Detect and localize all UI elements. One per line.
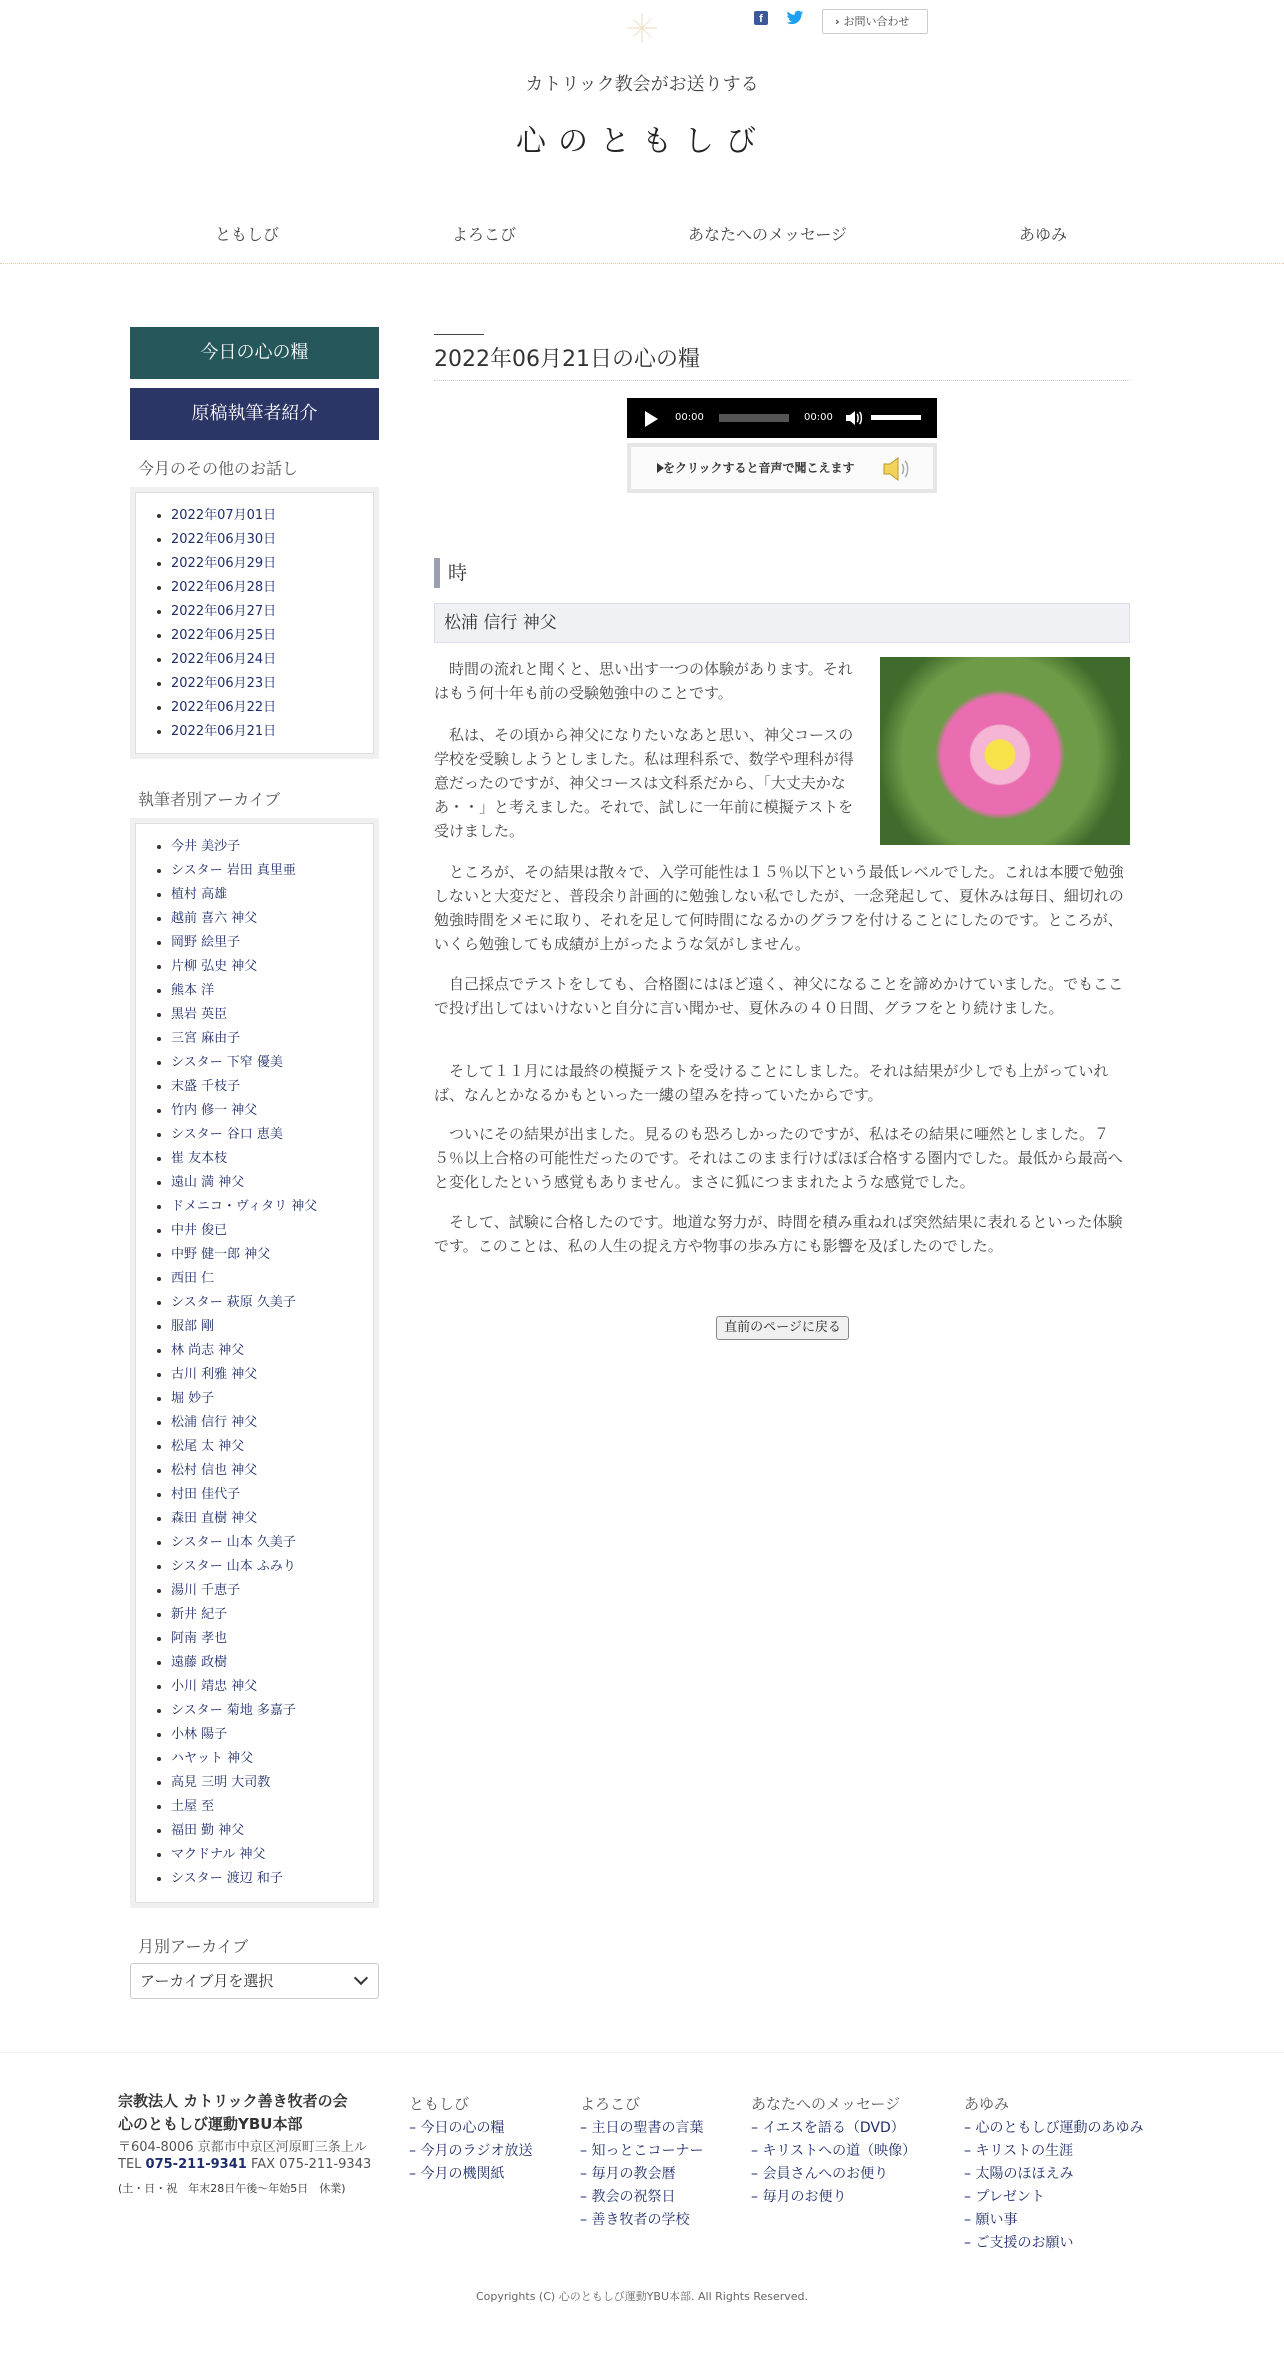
footer-org-name: 宗教法人 カトリック善き牧者の会 [118,2092,348,2110]
author-archive-link[interactable]: マクドナル 神父 [157,1843,374,1867]
nav-item-message[interactable]: あなたへのメッセージ [688,225,848,244]
chevron-right-icon: › [835,15,840,28]
footer-link[interactable]: – 教会の祝祭日 [580,2186,703,2209]
author-archive-link[interactable]: 竹内 修一 神父 [157,1099,374,1123]
global-nav [115,222,1165,252]
author-archive-box [130,818,379,1908]
author-archive-link[interactable]: 越前 喜六 神父 [157,907,374,931]
facebook-icon[interactable]: f [754,11,768,25]
footer-col-list [580,2117,703,2232]
author-archive-link[interactable]: 今井 美沙子 [157,835,374,859]
footer-phone [118,2157,371,2172]
footer-col-title: あなたへのメッセージ [751,2095,901,2113]
author-archive-link[interactable]: 植村 高雄 [157,883,374,907]
paragraph-1: 時間の流れと聞くと、思い出す一つの体験があります。それはもう何十年も前の受験勉強中のことです。 [434,660,853,702]
today-message-button[interactable]: 今日の心の糧 [130,327,379,379]
title-rule [434,334,484,335]
month-story-link[interactable]: 2022年06月23日 [157,672,374,696]
footer-col-tomoshibi [409,2093,532,2186]
author-archive-list [135,823,374,1899]
author-archive-link[interactable]: 林 尚志 神父 [157,1339,374,1363]
paragraph-6: ついにその結果が出ました。見るのも恐ろしかったのですが、私はその結果に唖然としました。７５％以上合格の可能性だったのです。それはこのまま行けばほぼ合格する圏内でした。最低から最高へと変化したという感覚もありません。まさに狐につままれたような感覚でした。 [434,1125,1123,1191]
author-archive-heading: 執筆者別アーカイブ [138,790,281,809]
back-button[interactable]: 直前のページに戻る [716,1316,849,1340]
writers-intro-button[interactable]: 原稿執筆者紹介 [130,388,379,440]
tel-number[interactable]: 075-211-9341 [145,2157,247,2172]
author-archive-link[interactable]: 岡野 絵里子 [157,931,374,955]
author-archive-link[interactable]: 阿南 孝也 [157,1627,374,1651]
month-story-link[interactable]: 2022年06月27日 [157,600,374,624]
footer-col-list [751,2117,916,2209]
speaker-icon [881,455,913,483]
monthly-archive-heading: 月別アーカイブ [138,1937,249,1956]
fax-number: FAX 075-211-9343 [250,2157,372,2172]
site-title[interactable]: 心のともしび [516,124,768,159]
monthly-archive-select-value: アーカイブ月を選択 [140,1972,274,1990]
footer-hours: (土・日・祝 年末28日午後〜年始5日 休業) [118,2182,346,2195]
footer-link[interactable]: – ご支援のお願い [964,2232,1143,2255]
author-archive-link[interactable]: 福田 勤 神父 [157,1819,374,1843]
footer-link[interactable]: – 心のともしび運動のあゆみ [964,2117,1143,2140]
footer-divider [0,2052,1284,2053]
nav-item-ayumi[interactable]: あゆみ [1019,225,1068,244]
paragraph-5: そして１１月には最終の模擬テストを受けることにしました。それは結果が少しでも上がっていれば、なんとかなるかもといった一縷の望みを持っていたからです。 [434,1062,1109,1104]
footer-col-title: よろこび [580,2095,641,2113]
audio-current-time: 00:00 [675,412,704,423]
nav-divider [0,263,1284,264]
play-triangle-icon [657,463,664,473]
month-story-link[interactable]: 2022年06月25日 [157,624,374,648]
author-archive-link[interactable]: 松村 信也 神父 [157,1459,374,1483]
author-archive-link[interactable]: 土屋 至 [157,1795,374,1819]
section-heading: 時 [434,558,467,588]
month-story-link[interactable]: 2022年06月21日 [157,720,374,744]
footer-link[interactable]: – 今月のラジオ放送 [409,2140,532,2163]
month-story-link[interactable]: 2022年06月30日 [157,528,374,552]
audio-duration: 00:00 [804,412,833,423]
tel-label: TEL [118,2157,142,2172]
contact-label: お問い合わせ [843,15,910,28]
month-story-link[interactable]: 2022年06月22日 [157,696,374,720]
author-archive-link[interactable]: 遠藤 政樹 [157,1651,374,1675]
author-archive-link[interactable]: 小川 靖忠 神父 [157,1675,374,1699]
footer-col-list [409,2117,532,2186]
author-archive-link[interactable]: シスター 岩田 真里亜 [157,859,374,883]
paragraph-4: 自己採点でテストをしても、合格圏にはほど遠く、神父になることを諦めかけていました。でもここで投げ出してはいけないと自分に言い聞かせ、夏休みの４０日間、グラフをとり続けました。 [434,975,1124,1017]
author-archive-link[interactable]: 松浦 信行 神父 [157,1411,374,1435]
footer-link[interactable]: – 毎月のお便り [751,2186,916,2209]
author-archive-link[interactable]: 中野 健一郎 神父 [157,1243,374,1267]
author-archive-link[interactable]: 末盛 千枝子 [157,1075,374,1099]
author-archive-link[interactable]: シスター 萩原 久美子 [157,1291,374,1315]
peony-flower-image [880,657,1130,845]
paragraph-3: ところが、その結果は散々で、入学可能性は１５％以下という最低レベルでした。これは本腰で勉強しないと大変だと、普段余り計画的に勉強しない私でしたが、一念発起して、夏休みは毎日、細切れの勉強時間をメモに取り、それを足して何時間になるかのグラフを付けることにしたのです。ところが、いくら勉強しても成績が上がったような気がしません。 [434,863,1124,953]
audio-hint-banner[interactable] [627,443,937,493]
footer-link[interactable]: – キリストへの道（映像） [751,2140,916,2163]
author-archive-link[interactable]: 新井 紀子 [157,1603,374,1627]
author-archive-link[interactable]: 西田 仁 [157,1267,374,1291]
paragraph-7: そして、試験に合格したのです。地道な努力が、時間を積み重ねれば突然結果に表れるといった体験です。このことは、私の人生の捉え方や物事の歩み方にも影響を及ぼしたのでした。 [434,1213,1123,1255]
audio-hint-text: をクリックすると音声で聞こえます [663,461,855,475]
author-archive-link[interactable]: 松尾 太 神父 [157,1435,374,1459]
author-archive-link[interactable]: 中井 俊已 [157,1219,374,1243]
volume-slider[interactable] [871,415,921,420]
author-archive-link[interactable]: シスター 谷口 恵美 [157,1123,374,1147]
footer-link[interactable]: – 願い事 [964,2209,1143,2232]
author-archive-link[interactable]: シスター 菊地 多嘉子 [157,1699,374,1723]
site-tagline: カトリック教会がお送りする [525,74,759,95]
chevron-down-icon [354,1971,368,1985]
volume-icon[interactable] [845,410,863,426]
footer-col-list [964,2117,1143,2255]
twitter-icon[interactable] [786,10,804,26]
footer-link[interactable]: – キリストの生涯 [964,2140,1143,2163]
author-archive-link[interactable]: 高見 三明 大司教 [157,1771,374,1795]
monthly-archive-select[interactable] [130,1963,379,1999]
month-stories-heading: 今月のその他のお話し [138,459,299,478]
footer-link[interactable]: – 主日の聖書の言葉 [580,2117,703,2140]
month-story-link[interactable]: 2022年06月29日 [157,552,374,576]
footer-link[interactable]: – 太陽のほほえみ [964,2163,1143,2186]
paragraph-2: 私は、その頃から神父になりたいなあと思い、神父コースの学校を受験しようとしました。私は理科系で、数学や理科が得意だったのですが、神父コースは文科系だから、「大丈夫かなあ・・」と考えました。それで、試しに一年前に模擬テストを受けました。 [434,726,854,840]
footer-link[interactable]: – 今日の心の糧 [409,2117,532,2140]
author-archive-link[interactable]: シスター 下窄 優美 [157,1051,374,1075]
post-author: 松浦 信行 神父 [434,603,1130,643]
play-icon[interactable] [645,411,658,427]
author-archive-link[interactable]: シスター 山本 ふみり [157,1555,374,1579]
footer-col-title: あゆみ [964,2095,1010,2113]
footer-col-ayumi [964,2093,1143,2255]
author-archive-link[interactable]: 崔 友本枝 [157,1147,374,1171]
author-archive-link[interactable]: 小林 陽子 [157,1723,374,1747]
footer-col-message [751,2093,916,2209]
audio-progress-bar[interactable] [719,414,789,422]
footer-link[interactable]: – 今月の機関紙 [409,2163,532,2186]
author-archive-link[interactable]: ハヤット 神父 [157,1747,374,1771]
month-stories-list [135,492,374,752]
footer-link[interactable]: – 知っとこコーナー [580,2140,703,2163]
author-archive-link[interactable]: シスター 山本 久美子 [157,1531,374,1555]
title-underline [434,380,1130,381]
footer-link[interactable]: – 善き牧者の学校 [580,2209,703,2232]
footer-address: 〒604-8006 京都市中京区河原町三条上ル [118,2140,367,2155]
audio-player [627,398,937,438]
footer-link[interactable]: – プレゼント [964,2186,1143,2209]
author-archive-link[interactable]: 湯川 千恵子 [157,1579,374,1603]
footer-link[interactable]: – イエスを語る（DVD） [751,2117,916,2140]
author-archive-link[interactable]: 村田 佳代子 [157,1483,374,1507]
author-archive-link[interactable]: シスター 渡辺 和子 [157,1867,374,1891]
author-archive-link[interactable]: 古川 利雅 神父 [157,1363,374,1387]
month-story-link[interactable]: 2022年07月01日 [157,504,374,528]
author-archive-link[interactable]: 遠山 満 神父 [157,1171,374,1195]
star-ornament-icon [627,13,657,43]
author-archive-link[interactable]: 黒岩 英臣 [157,1003,374,1027]
author-archive-link[interactable]: 片柳 弘史 神父 [157,955,374,979]
author-archive-link[interactable]: 三宮 麻由子 [157,1027,374,1051]
author-archive-link[interactable]: 服部 剛 [157,1315,374,1339]
author-archive-link[interactable]: 熊本 洋 [157,979,374,1003]
footer-link[interactable]: – 会員さんへのお便り [751,2163,916,2186]
footer-col-yorokobi [580,2093,703,2232]
nav-item-yorokobi[interactable]: よろこび [452,225,517,244]
author-archive-link[interactable]: ドメニコ・ヴィタリ 神父 [157,1195,374,1219]
copyright: Copyrights (C) 心のともしび運動YBU本部. All Rights Reserved. [475,2290,809,2303]
footer-col-title: ともしび [409,2095,470,2113]
month-stories-box [130,487,379,759]
contact-button[interactable] [822,9,928,34]
footer-org-subname: 心のともしび運動YBU本部 [118,2115,303,2133]
nav-item-tomoshibi[interactable]: ともしび [215,225,280,244]
month-story-link[interactable]: 2022年06月24日 [157,648,374,672]
author-archive-link[interactable]: 森田 直樹 神父 [157,1507,374,1531]
footer-link[interactable]: – 毎月の教会暦 [580,2163,703,2186]
month-story-link[interactable]: 2022年06月28日 [157,576,374,600]
post-title: 2022年06月21日の心の糧 [434,347,700,372]
author-archive-link[interactable]: 堀 妙子 [157,1387,374,1411]
